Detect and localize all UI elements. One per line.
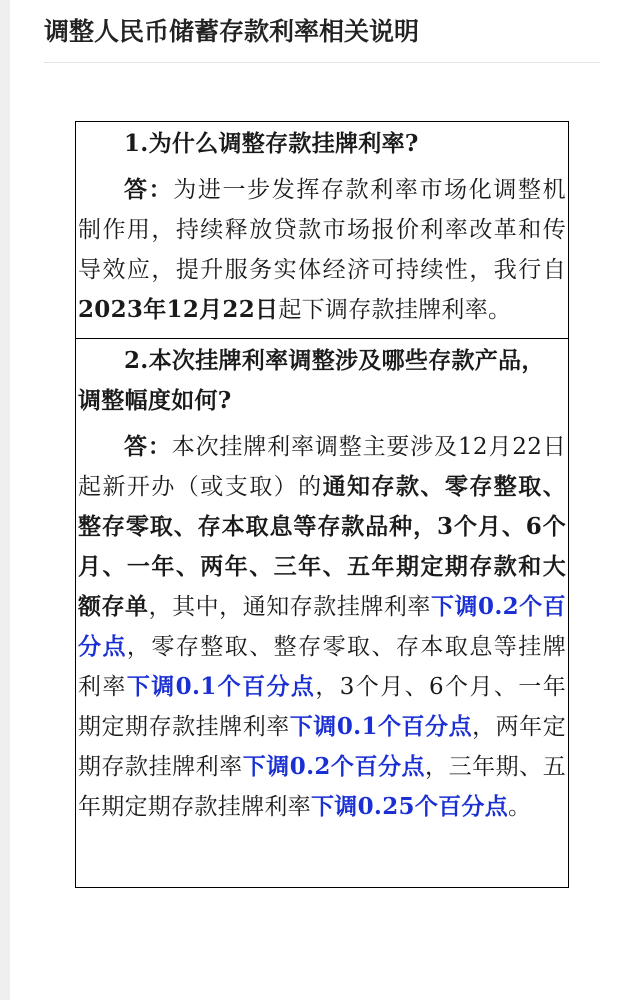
answer-1-part-2: 起下调存款挂牌利率。	[278, 297, 512, 323]
rate-cut-installment-deposit: 下调0.1个百分点	[126, 673, 316, 700]
question-1: 1.为什么调整存款挂牌利率?	[124, 130, 419, 157]
answer-lead-2: 答：	[124, 433, 172, 460]
answer-1-part-0: 为进一步发挥存款利率市场化调整机制作用，持续释放贷款市场报价利率改革和传导效应，提升服务实体经济可持续性，我行自	[78, 177, 566, 283]
answer-2-part-12: 。	[508, 794, 532, 820]
answer-2-part-6: ，3个月、6个月、一年期定期存款挂牌利率	[78, 674, 566, 740]
answer-2	[78, 427, 566, 827]
left-edge-shade	[0, 0, 10, 1000]
title-divider	[44, 62, 600, 63]
question-2: 2.本次挂牌利率调整涉及哪些存款产品，调整幅度如何?	[78, 347, 545, 414]
qa-table	[75, 121, 569, 888]
answer-2-part-2: ，其中，通知存款挂牌利率	[148, 594, 431, 620]
qa-cell-2	[76, 339, 569, 888]
qa-row-1	[76, 122, 569, 339]
affected-products: 通知存款、零存整取、整存零取、存本取息等存款品种，3个月、6个月、一年、两年、三年、五年期定期存款和大额存单	[78, 473, 567, 620]
qa-cell-1	[76, 122, 569, 339]
answer-2-part-10: ，三年期、五年期定期存款挂牌利率	[78, 754, 566, 820]
rate-cut-long-term-deposit: 下调0.25个百分点	[311, 793, 509, 820]
rate-cut-two-year-deposit: 下调0.2个百分点	[242, 753, 426, 780]
answer-2-part-0: 本次挂牌利率调整主要涉及12月22日起新开办（或支取）的	[78, 434, 566, 500]
answer-1	[78, 170, 566, 330]
qa-row-2	[76, 339, 569, 888]
rate-cut-notice-deposit: 下调0.2个百分点	[78, 593, 566, 660]
page-title: 调整人民币储蓄存款利率相关说明	[44, 17, 420, 46]
effective-date: 2023年12月22日	[78, 296, 279, 323]
answer-2-part-4: ，零存整取、整存零取、存本取息等挂牌利率	[78, 634, 566, 700]
answer-lead-1: 答：	[124, 176, 174, 203]
answer-2-part-8: ，两年定期存款挂牌利率	[78, 714, 567, 780]
rate-cut-short-term-deposit: 下调0.1个百分点	[289, 713, 473, 740]
